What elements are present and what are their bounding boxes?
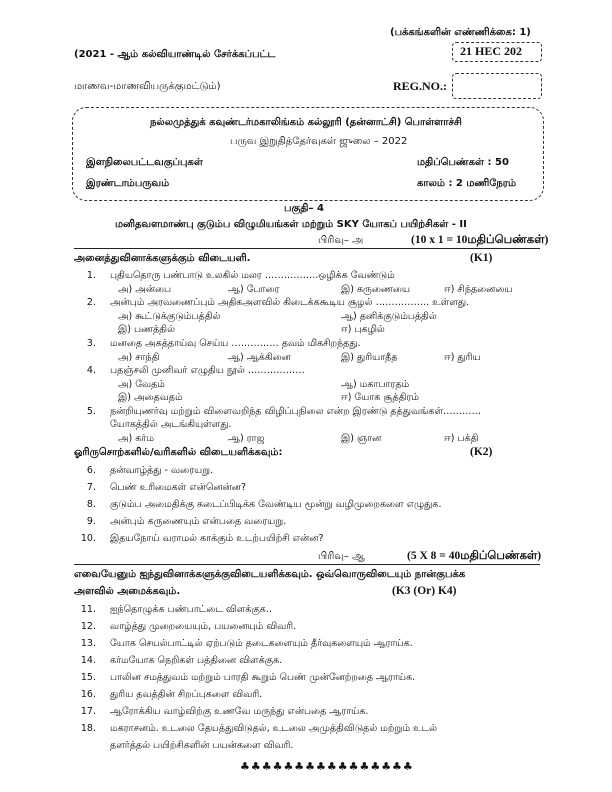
question-text: யோக செயல்பாட்டில் ஏற்படும் தடைகளையும் தீர்வுகளையும் ஆராய்க. <box>110 638 413 649</box>
footer-clubs-ornament: ♣♣♣♣♣♣♣♣♣♣♣♣♣♣♣♣ <box>240 760 414 773</box>
option-d: ஈ) துரிய <box>444 352 481 363</box>
course-code: 21 HEC 202 <box>460 44 523 58</box>
part-heading: பகுதி– 4 <box>284 203 324 214</box>
option-d: ஈ) யோக சூத்திரம் <box>341 392 419 403</box>
question-number: 11. <box>80 604 96 615</box>
question-number: 8. <box>86 499 96 510</box>
option-d: ஈ) புகழில் <box>341 324 385 335</box>
page-count-note: (பக்கங்களின் எண்ணிக்கை: 1) <box>390 27 531 38</box>
option-a: அ) சாந்தி <box>118 352 160 363</box>
question-number: 18. <box>80 723 96 734</box>
question-text: அன்பும் கருணையும் என்பதை வரையறு. <box>110 516 287 527</box>
question-number: 15. <box>80 672 96 683</box>
option-b: ஆ) ராஜ <box>228 433 265 444</box>
section-a-instruction: அனைத்துவினாக்களுக்கும் விடையளி. <box>74 253 251 264</box>
question-text-continued: தளர்த்தல் பயிற்சிகளின் பயன்களை விவரி. <box>110 740 294 751</box>
question-text: வாழ்த்து முறையையும், பயனையும் விவரி. <box>110 621 297 632</box>
question-text: ஆரோக்கிய வாழ்விற்கு உணவே மருந்து என்பதை ஆராய்க. <box>110 706 369 717</box>
option-c: இ) பணத்தில் <box>118 324 175 335</box>
option-d: ஈ) பக்தி <box>444 433 479 444</box>
semester: இரண்டாம்பருவம் <box>86 178 170 189</box>
question-number: 6. <box>86 465 96 476</box>
question-number: 16. <box>80 689 96 700</box>
option-b: ஆ) ஆக்கினை <box>228 352 291 363</box>
section-b-instruction: எவையேனும் ஐந்துவினாக்களுக்குவிடையளிக்கவும். ஒவ்வொருவிடையும் நான்குபக்க <box>74 569 466 580</box>
option-b: ஆ) மகாபாரதம் <box>341 379 410 390</box>
question-text: மகராசனம். உடலை தேயத்துவிடுதல், உடலை அமுத்திவிடுதல் மற்றும் உடல் <box>110 723 438 734</box>
question-number: 2. <box>86 297 96 308</box>
reg-no-label: REG.NO.: <box>393 79 447 93</box>
question-text: ஐந்தொழுக்க பண்பாட்டை விளக்குக.. <box>110 604 272 615</box>
question-text: இதயநோய் வராமல் காக்கும் உடற்பயிற்சி என்ன? <box>110 533 324 544</box>
section-b-rule <box>74 564 540 565</box>
question-text: குடும்ப அமைதிக்கு கடைப்பிடிக்க வேண்டிய மூன்று வழிமுறைகளை எழுதுக. <box>110 499 442 510</box>
question-text: பதஞ்சலி முனிவர் எழுதிய நூல் ……………… <box>110 365 305 376</box>
option-a: அ) வேதம் <box>118 379 165 390</box>
section-b-label: பிரிவு– ஆ <box>318 551 365 562</box>
question-text: நன்றியுணர்வு மற்றும் விளைவறிந்த விழிப்புநிலை என்ற இரண்டு தத்துவங்கள்………… <box>110 406 482 417</box>
section-a-label: பிரிவு– அ <box>318 235 364 246</box>
option-c: இ) கருணையை <box>341 284 411 295</box>
option-c: இ) துரியாதீத <box>341 352 398 363</box>
option-b: ஆ) தனிக்குடும்பத்தில் <box>341 311 437 322</box>
exam-time: காலம் : 2 மணிநேரம் <box>417 178 517 189</box>
option-a: அ) அன்பை <box>118 284 172 295</box>
question-text: தன்வாழ்த்து - வரையறு. <box>110 465 214 476</box>
section-a-level: (K1) <box>470 252 493 264</box>
short-answer-instruction: ஓரிருசொற்களில்/வரிகளில் விடையளிக்கவும்: <box>74 447 283 458</box>
option-c: இ) அதைவதம் <box>118 392 183 403</box>
section-a-rule <box>74 248 540 249</box>
course-level: இளநிலைபட்டவகுப்புகள் <box>86 157 203 168</box>
option-d: ஈ) சிந்தனையை <box>444 284 513 295</box>
question-text: மனதை அகத்தாய்வு செய்ய …………… தவம் மிகசிறந்தது. <box>110 338 361 349</box>
option-c: இ) ஞான <box>341 433 382 444</box>
question-number: 1. <box>86 270 96 281</box>
batch-note: (2021 - ஆம் கல்வியாண்டில் சேர்க்கப்பட்ட <box>74 49 276 60</box>
section-b-level: (K3 (Or) K4) <box>392 585 457 597</box>
question-number: 14. <box>80 655 96 666</box>
question-text: அன்பும் அரவணைப்பும் அதிகஅளவில் கிடைக்ககூடிய சூழல் …………….. உள்ளது. <box>110 297 470 308</box>
question-number: 17. <box>80 706 96 717</box>
question-text: துரிய தவத்தின் சிறப்புகளை விவரி. <box>110 689 263 700</box>
subject-title: மனிதவளமாண்பு குடும்ப விழுமியங்கள் மற்றும் SKY யோகப் பயிற்சிகள் - II <box>115 219 467 230</box>
question-number: 7. <box>86 482 96 493</box>
question-number: 5. <box>86 406 96 417</box>
question-number: 10. <box>80 533 96 544</box>
section-b-marks: (5 X 8 = 40மதிப்பெண்கள்) <box>407 550 542 562</box>
reg-no-box[interactable] <box>452 73 542 99</box>
question-text: கர்மயோக நெறிகள் பத்தினை விளக்குக. <box>110 655 283 666</box>
question-number: 4. <box>86 365 96 376</box>
max-marks: மதிப்பெண்கள் : 50 <box>417 157 509 168</box>
question-number: 12. <box>80 621 96 632</box>
question-text: பாலின சமத்துவம் மற்றும் பாரதி கூறும் பெண் முன்னேற்றதை ஆராய்க. <box>110 672 416 683</box>
question-text-continued: யோகத்தில் அடங்கியுள்ளது. <box>110 419 232 430</box>
section-a-marks: (10 x 1 = 10மதிப்பெண்கள்) <box>411 234 549 246</box>
question-number: 3. <box>86 338 96 349</box>
students-note: மாணவ-மாணவியருக்குமட்டும்) <box>74 81 221 92</box>
option-b: ஆ) போரை <box>228 284 280 295</box>
question-text: புதியதொரு பண்பாடு உலகில் மலர ……………..ஒழிக்க வேண்டும் <box>110 270 395 281</box>
section-b-instruction-continued: அளவில் அமைக்கவும். <box>74 586 181 597</box>
question-number: 13. <box>80 638 96 649</box>
option-a: அ) கர்ம <box>118 433 154 444</box>
question-number: 9. <box>86 516 96 527</box>
college-name: நல்லமுத்துக் கவுண்டர்மகாலிங்கம் கல்லூரி (தன்னாட்சி) பொள்ளாச்சி <box>150 117 462 128</box>
option-a: அ) கூட்டுக்குடும்பத்தில் <box>118 311 221 322</box>
exam-title: பருவ இறுதித்தேர்வுகள் ஜுலை – 2022 <box>230 136 408 147</box>
question-text: பெண் உரிமைகள் என்னென்ன? <box>110 482 247 493</box>
short-answer-level: (K2) <box>470 446 493 458</box>
